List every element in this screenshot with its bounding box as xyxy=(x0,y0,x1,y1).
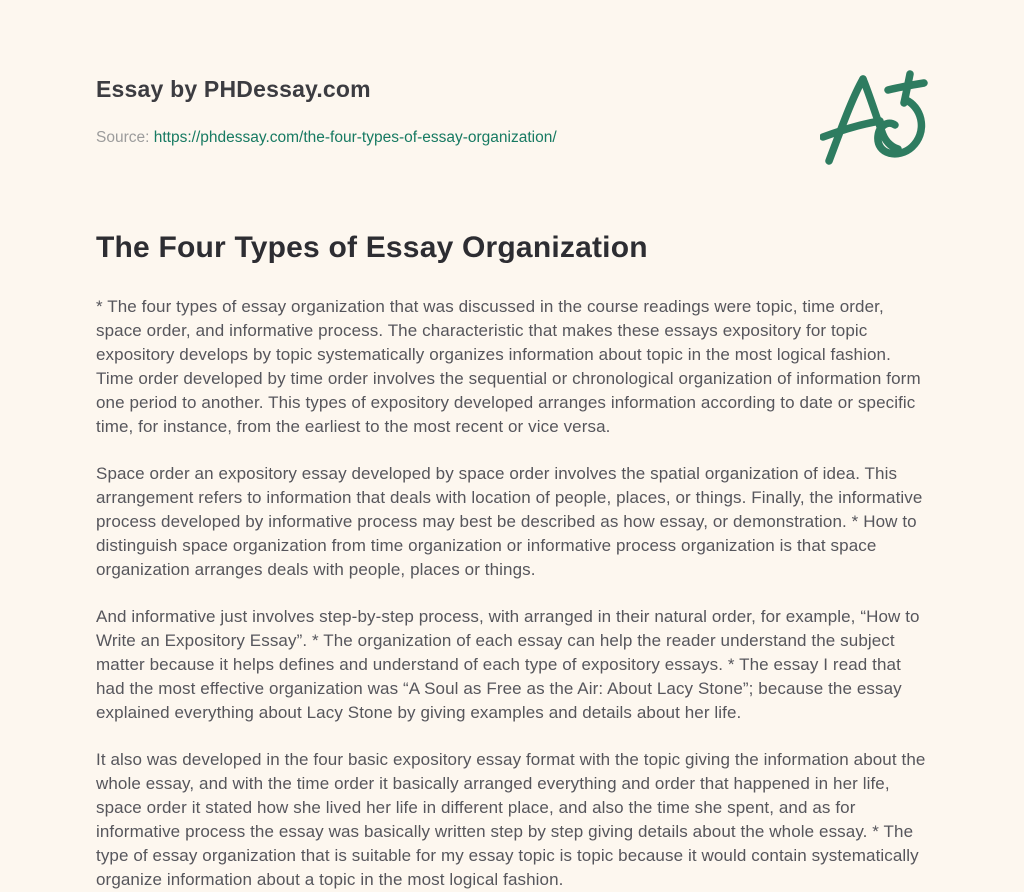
essay-page xyxy=(96,0,928,892)
essay-body xyxy=(96,295,928,892)
page-header xyxy=(96,76,928,147)
essay-paragraph-4: It also was developed in the four basic expository essay format with the topic giving the information about the whole essay, and with the time order it basically arranged everything and order that happened in her life, space order it stated how she lived her life in different place, and also the time she spent, and as for informative process the essay was basically written step by step giving details about the whole essay. * The type of essay organization that is suitable for my essay topic is topic because it would contain systematically organize information about a topic in the most logical fashion. xyxy=(96,750,926,889)
byline-heading: Essay by PHDessay.com xyxy=(96,76,371,102)
essay-title: The Four Types of Essay Organization xyxy=(96,231,648,264)
phdessay-logo xyxy=(820,70,932,168)
essay-paragraph-3: And informative just involves step-by-step process, with arranged in their natural order, for example, “How to Write an Expository Essay”. * The organization of each essay can help the reader understand the subject matter because it helps defines and understand of each type of expository essays. * The essay I read that had the most effective organization was “A Soul as Free as the Air: About Lacy Stone”; because the essay explained everything about Lacy Stone by giving examples and details about her life. xyxy=(96,607,920,722)
source-label: Source: xyxy=(96,129,150,146)
a-plus-logo-icon xyxy=(820,155,932,172)
essay-paragraph-1: * The four types of essay organization that was discussed in the course readings were topic, time order, space order, and informative process. The characteristic that makes these essays expository for topic expository develops by topic systematically organizes information about topic in the most logical fashion. Time order developed by time order involves the sequential or chronological organization of information form one period to another. This types of expository developed arranges information according to date or specific time, for instance, from the earliest to the most recent or vice versa. xyxy=(96,297,921,436)
essay-paragraph-2: Space order an expository essay developed by space order involves the spatial organization of idea. This arrangement refers to information that deals with location of people, places, or things. Finally, the informative process developed by informative process may best be described as how essay, or demonstration. * How to distinguish space organization from time organization or informative process organization is that space organization arranges deals with people, places or things. xyxy=(96,464,923,579)
source-url-link[interactable]: https://phdessay.com/the-four-types-of-essay-organization/ xyxy=(153,129,557,146)
source-line xyxy=(96,129,928,147)
